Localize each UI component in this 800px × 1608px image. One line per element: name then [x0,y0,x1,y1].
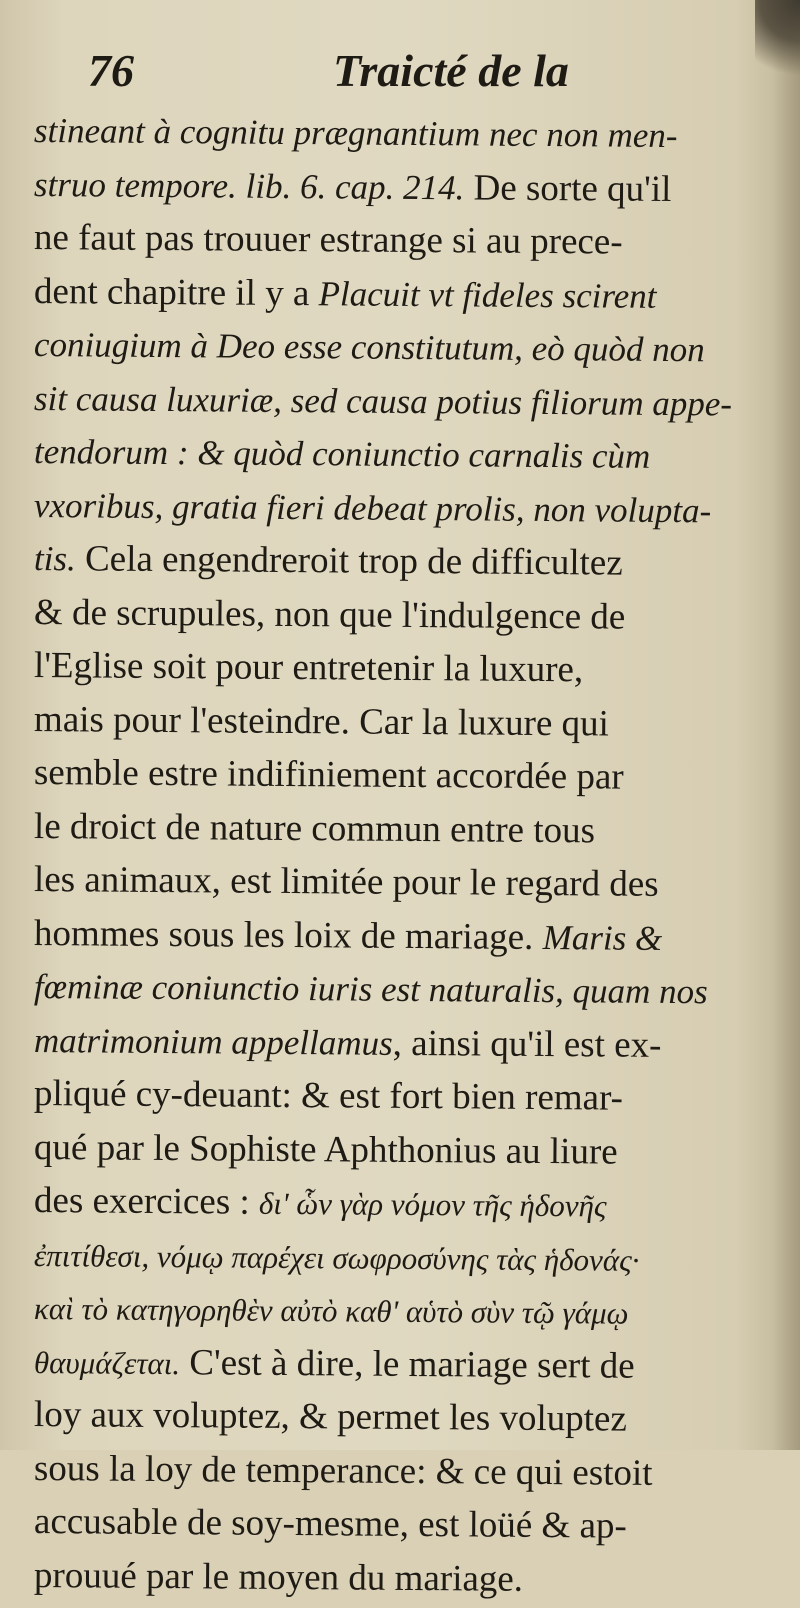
page-header [88,40,728,110]
greek-text-segment: δι' ὧν γὰρ νόμον τῆς ἡδονῆς [258,1185,607,1224]
french-text-segment: l'Eglise soit pour entretenir la luxure, [33,645,584,691]
latin-text-segment: coniugium à Deo esse constitutum, eò quòd non [33,325,705,370]
french-text-segment: hommes sous les loix de mariage. [33,912,543,958]
french-text-segment: ne faut pas trouuer estrange si au prece- [33,217,623,263]
text-line [34,479,769,538]
text-line [34,158,769,217]
text-line [34,1335,769,1394]
french-text-segment: des exercices : [33,1180,260,1223]
latin-text-segment: Placuit vt fideles scirent [318,273,657,316]
text-line [34,372,769,431]
french-text-segment: accusable de soy-mesme, est loüé & ap- [33,1501,627,1547]
text-line [34,853,769,912]
french-text-segment: dent chapitre il y a [33,270,319,314]
text-line [34,586,769,645]
text-line [34,1121,769,1180]
latin-text-segment: sit causa luxuriæ, sed causa potius filiorum appe- [33,378,733,423]
page-edge-shadow [772,0,800,1450]
text-line [34,1174,769,1233]
french-text-segment: C'est à dire, le mariage sert de [179,1341,635,1387]
french-text-segment: le droict de nature commun entre tous [33,805,596,851]
latin-text-segment: struo tempore. lib. 6. cap. 214. [33,164,465,207]
latin-text-segment: Maris & [542,917,663,958]
french-text-segment: & de scrupules, non que l'indulgence de [33,591,626,638]
text-line [34,211,769,270]
latin-text-segment: tendorum : & quòd coniunctio carnalis cùm [33,432,651,476]
french-text-segment: , ainsi qu'il est ex- [392,1022,662,1066]
french-text-segment: qué par le Sophiste Aphthonius au liure [33,1126,618,1173]
greek-text-segment: καὶ τὸ κατηγορηθὲν αὐτὸ καθ' αὑτὸ σὺν τῷ γάμῳ [33,1291,629,1331]
text-line [34,746,769,805]
text-line [34,1549,769,1608]
french-text-segment: sous la loy de temperance: & ce qui estoit [33,1447,653,1494]
text-line [34,1014,769,1073]
french-text-segment: prouué par le moyen du mariage. [33,1554,524,1600]
text-line [34,800,769,859]
text-line [34,104,769,163]
text-line [34,532,769,591]
french-text-segment: les animaux, est limitée pour le regard des [33,859,659,905]
french-text-segment: mais pour l'esteindre. Car la luxure qui [33,698,610,745]
body-text [34,104,769,1602]
text-line [34,425,769,484]
latin-text-segment: fœminæ coniunctio iuris est naturalis, quam nos [33,967,708,1012]
latin-text-segment: tis. [33,539,76,579]
page-corner-stain [755,0,800,90]
french-text-segment: pliqué cy-deuant: & est fort bien remar- [33,1073,624,1119]
text-line [34,318,769,377]
text-line [34,1228,769,1287]
running-title: Traicté de la [333,45,569,96]
french-text-segment: semble estre indifiniement accordée par [33,752,624,798]
french-text-segment: loy aux voluptez, & permet les voluptez [33,1394,628,1440]
text-line [34,1067,769,1126]
text-line [34,960,769,1019]
text-line [34,1442,769,1501]
latin-text-segment: stineant à cognitu prægnantium nec non men- [33,111,678,156]
page-number: 76 [88,45,134,96]
greek-text-segment: θαυμάζεται. [33,1344,181,1381]
text-line [34,693,769,752]
text-line [34,1281,769,1340]
text-line [34,1495,769,1554]
latin-text-segment: vxoribus, gratia fieri debeat prolis, non volupta- [33,485,712,530]
latin-text-segment: matrimonium appellamus [33,1020,393,1063]
french-text-segment: Cela engendreroit trop de difficultez [75,538,623,584]
text-line [34,907,769,966]
text-line [34,1388,769,1447]
text-line [34,639,769,698]
text-line [34,265,769,324]
french-text-segment: De sorte qu'il [464,166,672,210]
greek-text-segment: ἐπιτίθεσι, νόμῳ παρέχει σωφροσύνης τὰς ἡδονάς· [33,1237,640,1278]
